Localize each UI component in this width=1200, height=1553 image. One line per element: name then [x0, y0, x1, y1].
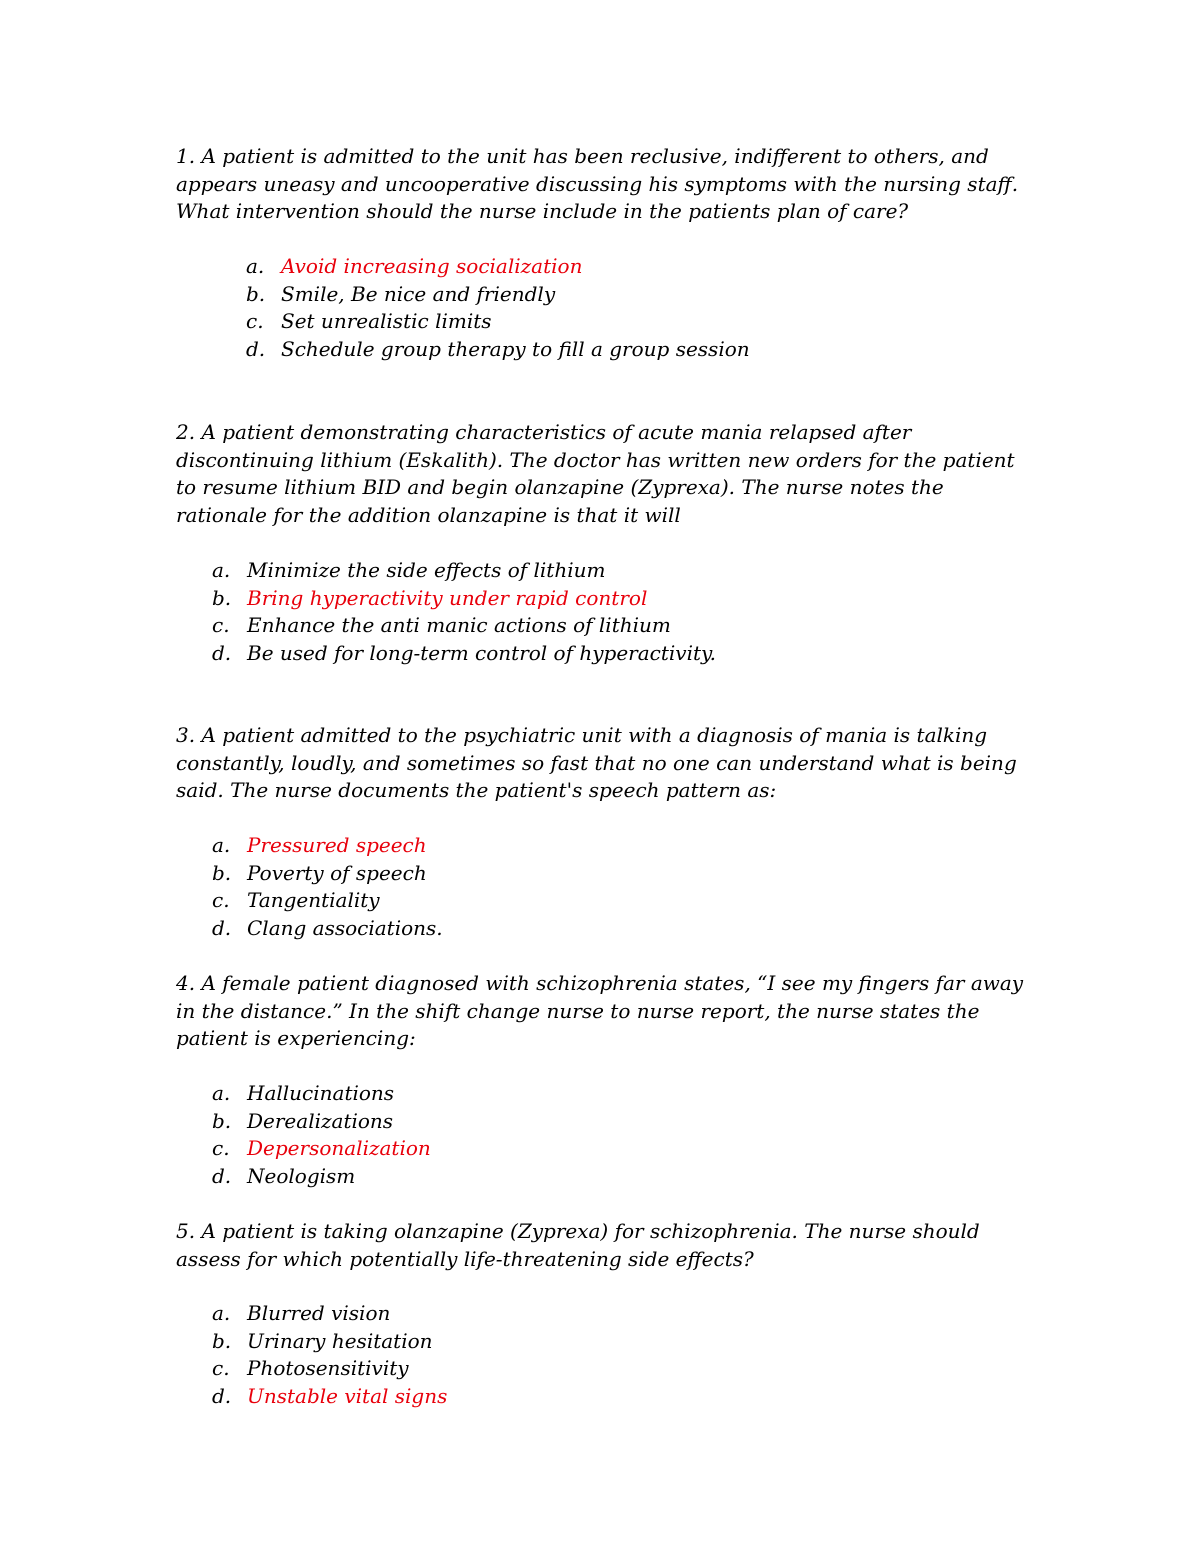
question-3	[176, 722, 1036, 805]
question-stem: 4. A female patient diagnosed with schizophrenia states, “I see my fingers far away in the distance.” In the shift change nurse to nurse report, the nurse states the patient is experiencing:	[176, 971, 1024, 1051]
option-letter: c.	[212, 888, 230, 913]
option-letter: c.	[212, 613, 230, 638]
option-text: Schedule group therapy to fill a group session	[281, 336, 750, 361]
option-letter: a.	[212, 833, 231, 857]
question-stem: 1. A patient is admitted to the unit has been reclusive, indifferent to others, and appears uneasy and uncooperative discussing his symptoms with the nursing staff. What intervention should the nurse include in the patients plan of care?	[176, 144, 1019, 224]
question-2	[176, 419, 1036, 529]
option-text: Bring hyperactivity under rapid control	[247, 585, 648, 610]
option-letter: c.	[246, 309, 264, 334]
option-text: Avoid increasing socialization	[281, 254, 583, 278]
option-letter: b.	[212, 1328, 232, 1353]
option-text: Minimize the side effects of lithium	[247, 558, 606, 582]
option-letter: a.	[212, 1301, 231, 1325]
option-letter: c.	[212, 1356, 230, 1381]
question-5	[176, 1218, 1036, 1273]
option-text: Blurred vision	[247, 1301, 391, 1325]
question-stem: 3. A patient admitted to the psychiatric unit with a diagnosis of mania is talking constantly, loudly, and sometimes so fast that no one can understand what is being said. The nurse documents the patient's speech pattern as:	[176, 723, 1017, 803]
option-text: Hallucinations	[247, 1081, 395, 1105]
option-text: Unstable vital signs	[247, 1383, 448, 1408]
option-text: Pressured speech	[247, 833, 427, 857]
option-text: Derealizations	[247, 1108, 394, 1133]
option-letter: a.	[212, 1081, 231, 1105]
question-stem: 2. A patient demonstrating characteristics of acute mania relapsed after discontinuing lithium (Eskalith). The doctor has written new orders for the patient to resume lithium BID and begin olanzapine (Zyprexa). The nurse notes the rationale for the addition olanzapine is that it will	[176, 420, 1015, 527]
option-text: Enhance the anti manic actions of lithium	[247, 613, 671, 638]
question-stem: 5. A patient is taking olanzapine (Zyprexa) for schizophrenia. The nurse should assess for which potentially life-threatening side effects?	[176, 1219, 980, 1271]
option-text: Poverty of speech	[247, 860, 427, 885]
option-letter: b.	[212, 860, 232, 885]
option-text: Tangentiality	[247, 888, 380, 913]
option-letter: d.	[212, 915, 232, 940]
option-text: Be used for long-term control of hyperactivity.	[247, 640, 717, 665]
option-letter: d.	[212, 640, 232, 665]
option-letter: a.	[212, 558, 231, 582]
question-1	[176, 143, 1036, 226]
option-letter: b.	[246, 281, 266, 306]
option-letter: b.	[212, 585, 232, 610]
option-text: Neologism	[247, 1163, 356, 1188]
option-letter: d.	[212, 1163, 232, 1188]
option-letter: c.	[212, 1136, 230, 1161]
option-text: Depersonalization	[247, 1136, 431, 1161]
option-letter: a.	[246, 254, 265, 278]
option-text: Set unrealistic limits	[281, 309, 492, 334]
option-text: Smile, Be nice and friendly	[281, 281, 556, 306]
option-letter: d.	[246, 336, 266, 361]
option-letter: d.	[212, 1383, 232, 1408]
option-text: Clang associations.	[247, 915, 443, 940]
option-text: Photosensitivity	[247, 1356, 409, 1381]
question-4	[176, 970, 1036, 1053]
option-letter: b.	[212, 1108, 232, 1133]
option-text: Urinary hesitation	[247, 1328, 433, 1353]
